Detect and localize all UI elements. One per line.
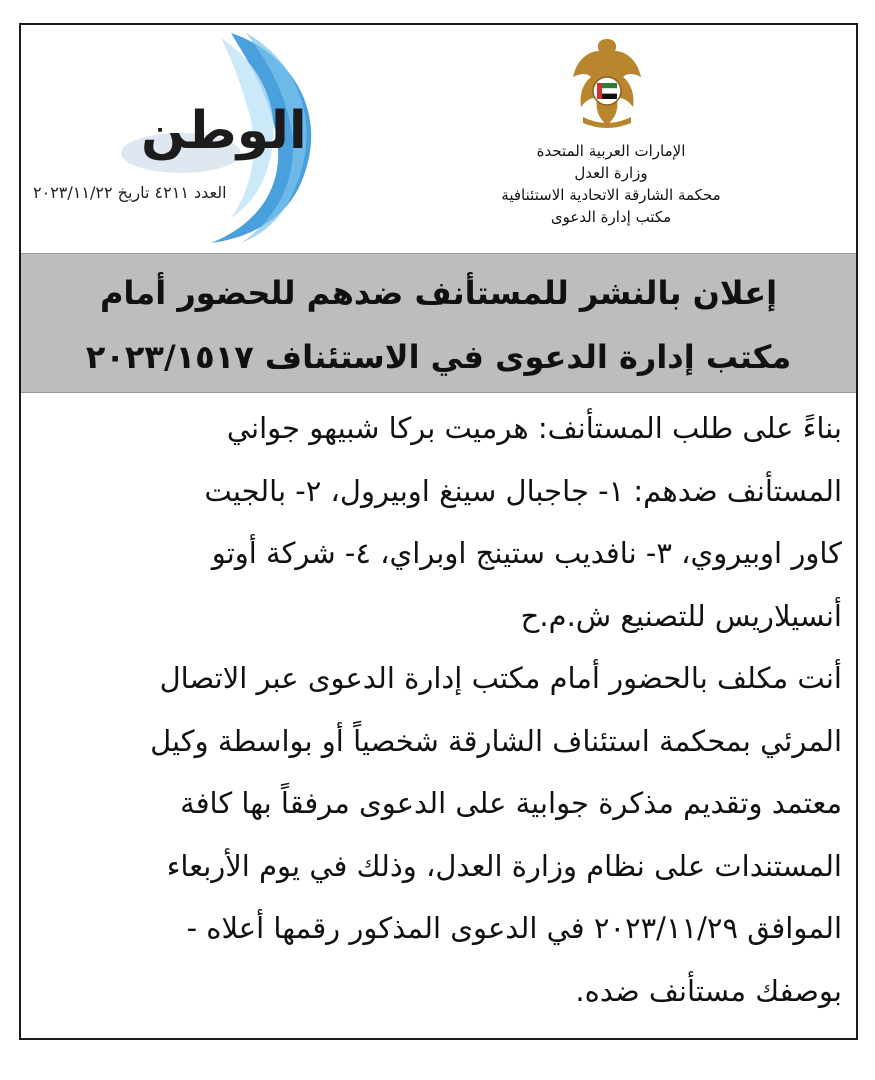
body-line: الموافق ٢٠٢٣/١١/٢٩ في الدعوى المذكور رقمها أعلاه - (186, 911, 842, 945)
notice-title-line-1: إعلان بالنشر للمستأنف ضدهم للحضور أمام (99, 274, 778, 312)
authority-line: الإمارات العربية المتحدة (536, 142, 686, 160)
newspaper-logo (61, 33, 341, 243)
body-line: بناءً على طلب المستأنف: هرميت بركا شبيهو جواني (226, 411, 842, 445)
body-line: أنسيلاريس للتصنيع ش.م.ح (520, 598, 842, 633)
notice-frame (19, 23, 858, 1040)
notice-body (43, 397, 842, 1022)
notice-title-banner (21, 253, 856, 393)
authority-line: مكتب إدارة الدعوى (550, 208, 672, 226)
authority-line: محكمة الشارقة الاتحادية الاستئنافية (501, 186, 721, 204)
body-line: المستأنف ضدهم: ١- جاجبال سينغ اوبيرول، ٢- بالجيت (204, 473, 842, 508)
body-line: المستندات على نظام وزارة العدل، وذلك في يوم الأربعاء (166, 848, 842, 883)
logo-wordmark: الوطن (141, 101, 307, 161)
issue-line: العدد ٤٢١١ تاريخ ٢٠٢٣/١١/٢٢ (33, 183, 227, 202)
authority-line: وزارة العدل (574, 164, 648, 182)
body-line: أنت مكلف بالحضور أمام مكتب إدارة الدعوى عبر الاتصال (159, 661, 842, 695)
body-line: بوصفك مستأنف ضده. (575, 973, 842, 1008)
uae-emblem-icon (569, 33, 645, 133)
body-line: معتمد وتقديم مذكرة جوابية على الدعوى مرفقاً بها كافة (180, 786, 842, 820)
body-line: كاور اوبيروي، ٣- نافديب ستينج اوبراي، ٤- شركة أوتو (211, 536, 842, 570)
body-line: المرئي بمحكمة استئناف الشارقة شخصياً أو بواسطة وكيل (150, 723, 842, 758)
header (21, 25, 856, 253)
authority-block (461, 140, 761, 228)
notice-title-line-2: مكتب إدارة الدعوى في الاستئناف ٢٠٢٣/١٥١٧ (85, 338, 792, 376)
